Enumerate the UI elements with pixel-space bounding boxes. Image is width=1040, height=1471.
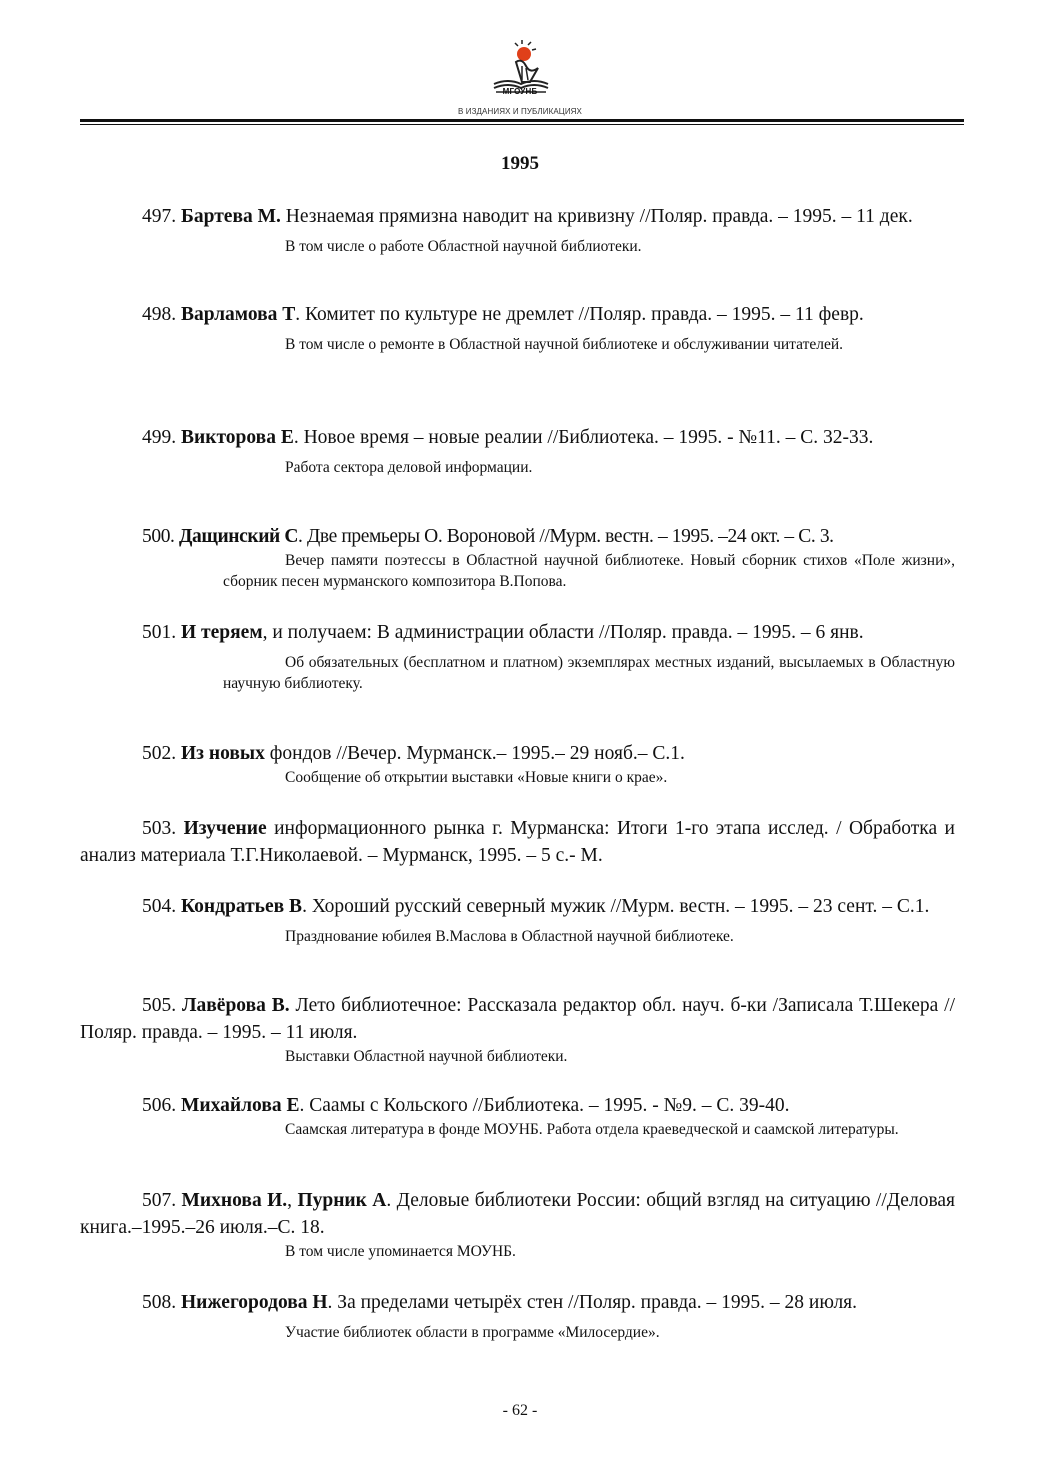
entry-text: фондов //Вечер. Мурманск.– 1995.– 29 нояб.– С.1. — [264, 743, 685, 764]
entry-text: , и получаем: В администрации области //Поляр. правда. – 1995. – 6 янв. — [262, 622, 864, 643]
entry-citation — [80, 1289, 955, 1316]
bibliography-entry — [80, 992, 955, 1067]
entry-citation — [80, 992, 955, 1046]
bibliography-entry — [80, 203, 955, 257]
entry-annotation: В том числе упоминается МОУНБ. — [285, 1243, 516, 1260]
entry-author: Лавёрова В. — [182, 995, 290, 1016]
logo-text: МГОУНБ — [502, 87, 538, 96]
entry-text: . Две премьеры О. Вороновой //Мурм. вестн. – 1995. –24 окт. – С. 3. — [298, 526, 834, 547]
bibliography-entry — [80, 301, 955, 355]
entry-citation — [80, 893, 955, 920]
entry-author: Нижегородова Н — [181, 1292, 328, 1313]
entry-number: 499. — [142, 427, 177, 448]
entry-citation — [80, 619, 955, 646]
entry-number: 498. — [142, 304, 177, 325]
entry-separator: , — [287, 1190, 298, 1211]
entry-text: . Комитет по культуре не дремлет //Поляр. правда. – 1995. – 11 февр. — [295, 304, 864, 325]
entry-author: Варламова Т — [181, 304, 296, 325]
entry-author: Из новых — [181, 743, 265, 764]
entry-citation — [80, 815, 955, 869]
bibliography-entry — [80, 619, 955, 694]
entry-annotation: Саамская литература в фонде МОУНБ. Работа отдела краеведческой и саамской литературы. — [285, 1121, 899, 1138]
entry-text: информационного рынка г. Мурманска: Итоги 1-го этапа исслед. / Обработка и анализ материала Т.Г.Николаевой. – Мурманск, 1995. – 5 с.- М. — [80, 818, 955, 866]
entry-citation — [80, 301, 955, 328]
entry-author: И теряем — [181, 622, 263, 643]
entry-citation — [80, 1187, 955, 1241]
header-rule-thick — [80, 119, 964, 122]
entry-annotation: Выставки Областной научной библиотеки. — [285, 1048, 568, 1065]
bibliography-entry — [80, 893, 955, 947]
entry-number: 507. — [142, 1190, 177, 1211]
entry-number: 504. — [142, 896, 177, 917]
entry-number: 508. — [142, 1292, 177, 1313]
page-header — [0, 0, 1040, 130]
header-rule-thin — [80, 124, 964, 125]
entry-annotation: Участие библиотек области в программе «Милосердие». — [285, 1324, 660, 1341]
entry-annotation: Празднование юбилея В.Маслова в Областной научной библиотеке. — [285, 928, 734, 945]
entry-citation — [80, 523, 955, 550]
bibliography-entry — [80, 815, 955, 869]
entry-number: 502. — [142, 743, 177, 764]
bibliography-entry — [80, 1092, 955, 1140]
entry-number: 500. — [142, 526, 175, 547]
entry-number: 503. — [142, 818, 177, 839]
bibliography-entry — [80, 523, 955, 592]
header-subtitle: В ИЗДАНИЯХ И ПУБЛИКАЦИЯХ — [458, 107, 582, 116]
entry-text: Незнаемая прямизна наводит на кривизну //Поляр. правда. – 1995. – 11 дек. — [280, 206, 913, 227]
entry-author: Кондратьев В — [181, 896, 303, 917]
entry-citation — [80, 740, 955, 767]
page-number: - 62 - — [502, 1402, 538, 1419]
entry-annotation: В том числе о работе Областной научной библиотеки. — [285, 238, 642, 255]
bibliography-entry — [80, 740, 955, 788]
entry-annotation: Вечер памяти поэтессы в Областной научной библиотеке. Новый сборник стихов «Поле жизни», сборник песен мурманского композитора В.Попова. — [223, 552, 955, 590]
entry-citation — [80, 424, 955, 451]
entry-author: Изучение — [183, 818, 267, 839]
entry-author: Викторова Е — [181, 427, 294, 448]
entry-text: . Деловые библиотеки России: общий взгляд на ситуацию //Деловая книга.–1995.–26 июля.–С. 18. — [80, 1190, 956, 1238]
entry-author: Михнова И. — [181, 1190, 288, 1211]
entry-author: Бартева М. — [181, 206, 281, 227]
entry-annotation: В том числе о ремонте в Областной научной библиотеке и обслуживании читателей. — [285, 336, 844, 353]
entry-author-2: Пурник А — [297, 1190, 387, 1211]
entry-annotation: Сообщение об открытии выставки «Новые книги о крае». — [285, 769, 668, 786]
entry-number: 497. — [142, 206, 177, 227]
bibliography-entry — [80, 1289, 955, 1343]
entry-author: Михайлова Е — [181, 1095, 300, 1116]
entry-number: 501. — [142, 622, 177, 643]
entry-number: 506. — [142, 1095, 177, 1116]
bibliography-entry — [80, 424, 955, 478]
entry-text: Лето библиотечное: Рассказала редактор обл. науч. б-ки /Записала Т.Шекера //Поляр. правда. – 1995. – 11 июля. — [80, 995, 955, 1043]
entry-annotation: Об обязательных (бесплатном и платном) экземплярах местных изданий, высылаемых в Областную научную библиотеку. — [223, 654, 955, 692]
entry-text: . Хороший русский северный мужик //Мурм. вестн. – 1995. – 23 сент. – С.1. — [302, 896, 930, 917]
entry-text: . Новое время – новые реалии //Библиотека. – 1995. - №11. – С. 32-33. — [293, 427, 874, 448]
entry-author: Дащинский С — [179, 526, 299, 547]
entry-citation — [80, 203, 955, 230]
entry-number: 505. — [142, 995, 177, 1016]
bibliography-entry — [80, 1187, 955, 1262]
entry-annotation: Работа сектора деловой информации. — [285, 459, 533, 476]
year-heading: 1995 — [501, 153, 539, 174]
entry-text: . За пределами четырёх стен //Поляр. правда. – 1995. – 28 июля. — [327, 1292, 858, 1313]
entry-text: . Саамы с Кольского //Библиотека. – 1995. - №9. – С. 39-40. — [299, 1095, 790, 1116]
entry-citation — [80, 1092, 955, 1119]
